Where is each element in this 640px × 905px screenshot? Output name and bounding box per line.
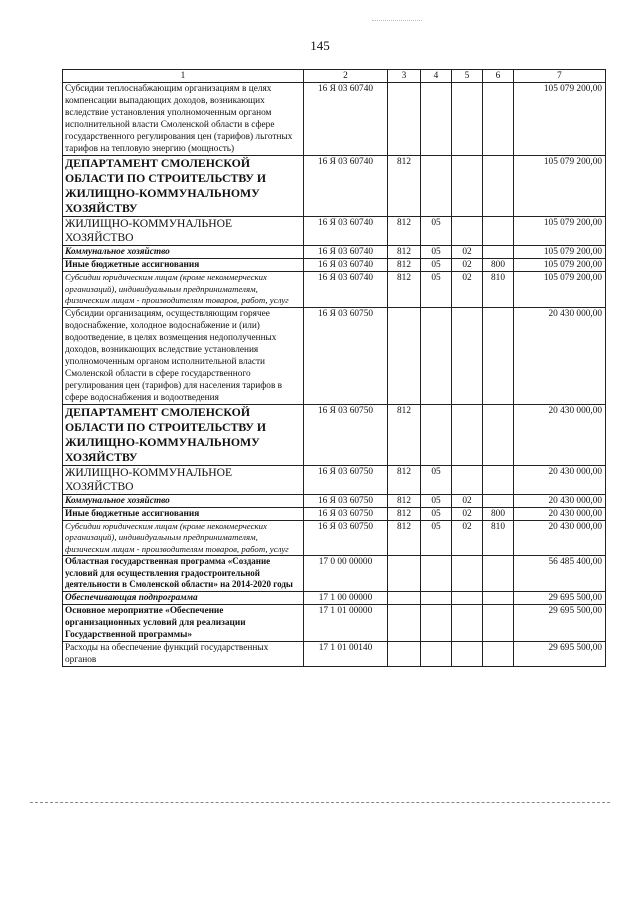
subsection-cell	[452, 641, 483, 666]
row-name-cell: ЖИЛИЩНО-КОММУНАЛЬНОЕ ХОЗЯЙСТВО	[63, 465, 304, 494]
subsection-cell: 02	[452, 520, 483, 556]
amount-cell: 29 695 500,00	[514, 604, 606, 641]
row-name-cell: Субсидии теплоснабжающим организациям в целях компенсации выпадающих доходов, возникающих вследствие установления уполномоченным органом исполнительной власти Смоленской области в сфере государственного регулирования цен (тарифов) льготных тарифов на тепловую энергию (мощность)	[63, 83, 304, 156]
table-row	[63, 641, 606, 666]
row-name-cell: Субсидии юридическим лицам (кроме некоммерческих организаций), индивидуальным предпринимателям, физическим лицам - производителям товаров, работ, услуг	[63, 520, 304, 556]
amount-cell: 20 430 000,00	[514, 307, 606, 404]
table-row	[63, 494, 606, 507]
row-name-cell: Основное мероприятие «Обеспечение организационных условий для реализации Государственной программы»	[63, 604, 304, 641]
ministry-code-cell: 812	[388, 404, 421, 465]
subsection-cell: 02	[452, 246, 483, 259]
target-article-cell: 16 Я 03 60750	[304, 507, 388, 520]
table-row	[63, 591, 606, 604]
ministry-code-cell: 812	[388, 494, 421, 507]
target-article-cell: 16 Я 03 60750	[304, 494, 388, 507]
row-name-cell: Областная государственная программа «Создание условий для осуществления градостроительной деятельности в Смоленской области» на 2014-2020 годы	[63, 556, 304, 592]
expense-type-cell: 800	[483, 507, 514, 520]
section-cell	[421, 591, 452, 604]
row-name-cell: Обеспечивающая подпрограмма	[63, 591, 304, 604]
target-article-cell: 16 Я 03 60740	[304, 259, 388, 272]
table-row	[63, 404, 606, 465]
amount-cell: 56 485 400,00	[514, 556, 606, 592]
target-article-cell: 17 1 01 00000	[304, 604, 388, 641]
expense-type-cell	[483, 494, 514, 507]
table-row	[63, 556, 606, 592]
section-cell	[421, 604, 452, 641]
amount-cell: 29 695 500,00	[514, 591, 606, 604]
expense-type-cell	[483, 83, 514, 156]
row-name-cell: Коммунальное хозяйство	[63, 494, 304, 507]
section-cell	[421, 156, 452, 217]
table-row	[63, 156, 606, 217]
target-article-cell: 17 1 01 00140	[304, 641, 388, 666]
ministry-code-cell	[388, 556, 421, 592]
subsection-cell	[452, 404, 483, 465]
row-name-cell: Субсидии организациям, осуществляющим горячее водоснабжение, холодное водоснабжение и (или) водоотведение, в целях возмещения недополученных доходов, возникающих вследствие установления уполномоченным органом исполнительной власти Смоленской области в сфере государственного регулирования цен (тарифов) для населения тарифов в сфере водоснабжения и водоотведения	[63, 307, 304, 404]
header-cell: 5	[452, 70, 483, 83]
amount-cell: 105 079 200,00	[514, 217, 606, 246]
header-cell: 4	[421, 70, 452, 83]
row-name-cell: ДЕПАРТАМЕНТ СМОЛЕНСКОЙ ОБЛАСТИ ПО СТРОИТЕЛЬСТВУ И ЖИЛИЩНО-КОММУНАЛЬНОМУ ХОЗЯЙСТВУ	[63, 404, 304, 465]
row-name-cell: ДЕПАРТАМЕНТ СМОЛЕНСКОЙ ОБЛАСТИ ПО СТРОИТЕЛЬСТВУ И ЖИЛИЩНО-КОММУНАЛЬНОМУ ХОЗЯЙСТВУ	[63, 156, 304, 217]
table-row	[63, 604, 606, 641]
header-cell: 6	[483, 70, 514, 83]
section-cell: 05	[421, 465, 452, 494]
subsection-cell	[452, 604, 483, 641]
section-cell: 05	[421, 272, 452, 308]
header-cell: 3	[388, 70, 421, 83]
ministry-code-cell: 812	[388, 520, 421, 556]
table-row	[63, 272, 606, 308]
section-cell: 05	[421, 494, 452, 507]
expense-type-cell	[483, 641, 514, 666]
amount-cell: 20 430 000,00	[514, 507, 606, 520]
subsection-cell	[452, 591, 483, 604]
expense-type-cell	[483, 307, 514, 404]
header-cell: 2	[304, 70, 388, 83]
amount-cell: 20 430 000,00	[514, 520, 606, 556]
ministry-code-cell: 812	[388, 217, 421, 246]
ministry-code-cell: 812	[388, 246, 421, 259]
amount-cell: 105 079 200,00	[514, 246, 606, 259]
expense-type-cell	[483, 604, 514, 641]
target-article-cell: 16 Я 03 60740	[304, 217, 388, 246]
subsection-cell	[452, 307, 483, 404]
section-cell: 05	[421, 507, 452, 520]
amount-cell: 105 079 200,00	[514, 83, 606, 156]
ministry-code-cell	[388, 307, 421, 404]
table-row	[63, 217, 606, 246]
ministry-code-cell	[388, 604, 421, 641]
expense-type-cell: 810	[483, 520, 514, 556]
header-cell: 1	[63, 70, 304, 83]
page-number: 145	[310, 38, 330, 53]
target-article-cell: 16 Я 03 60740	[304, 272, 388, 308]
expense-type-cell	[483, 246, 514, 259]
amount-cell: 105 079 200,00	[514, 259, 606, 272]
subsection-cell: 02	[452, 272, 483, 308]
amount-cell: 105 079 200,00	[514, 272, 606, 308]
section-cell: 05	[421, 520, 452, 556]
header-row	[63, 70, 606, 83]
subsection-cell	[452, 83, 483, 156]
subsection-cell: 02	[452, 507, 483, 520]
ministry-code-cell: 812	[388, 156, 421, 217]
budget-table	[62, 69, 606, 667]
target-article-cell: 17 1 00 00000	[304, 591, 388, 604]
expense-type-cell: 810	[483, 272, 514, 308]
ministry-code-cell: 812	[388, 465, 421, 494]
subsection-cell	[452, 465, 483, 494]
row-name-cell: Коммунальное хозяйство	[63, 246, 304, 259]
expense-type-cell	[483, 156, 514, 217]
header-cell: 7	[514, 70, 606, 83]
target-article-cell: 16 Я 03 60750	[304, 520, 388, 556]
amount-cell: 20 430 000,00	[514, 494, 606, 507]
ministry-code-cell	[388, 591, 421, 604]
table-row	[63, 246, 606, 259]
target-article-cell: 17 0 00 00000	[304, 556, 388, 592]
expense-type-cell	[483, 591, 514, 604]
target-article-cell: 16 Я 03 60740	[304, 83, 388, 156]
row-name-cell: Иные бюджетные ассигнования	[63, 507, 304, 520]
target-article-cell: 16 Я 03 60750	[304, 307, 388, 404]
row-name-cell: ЖИЛИЩНО-КОММУНАЛЬНОЕ ХОЗЯЙСТВО	[63, 217, 304, 246]
ministry-code-cell: 812	[388, 259, 421, 272]
section-cell	[421, 641, 452, 666]
target-article-cell: 16 Я 03 60740	[304, 156, 388, 217]
table-row	[63, 507, 606, 520]
expense-type-cell: 800	[483, 259, 514, 272]
row-name-cell: Иные бюджетные ассигнования	[63, 259, 304, 272]
expense-type-cell	[483, 465, 514, 494]
table-row	[63, 83, 606, 156]
section-cell: 05	[421, 259, 452, 272]
row-name-cell: Субсидии юридическим лицам (кроме некоммерческих организаций), индивидуальным предпринимателям, физическим лицам - производителям товаров, работ, услуг	[63, 272, 304, 308]
amount-cell: 20 430 000,00	[514, 465, 606, 494]
row-name-cell: Расходы на обеспечение функций государственных органов	[63, 641, 304, 666]
table-row	[63, 465, 606, 494]
section-cell	[421, 404, 452, 465]
page-cut-line	[30, 802, 610, 803]
subsection-cell	[452, 217, 483, 246]
target-article-cell: 16 Я 03 60750	[304, 465, 388, 494]
amount-cell: 105 079 200,00	[514, 156, 606, 217]
section-cell: 05	[421, 246, 452, 259]
ministry-code-cell	[388, 641, 421, 666]
subsection-cell	[452, 156, 483, 217]
section-cell	[421, 83, 452, 156]
expense-type-cell	[483, 556, 514, 592]
target-article-cell: 16 Я 03 60750	[304, 404, 388, 465]
subsection-cell	[452, 556, 483, 592]
section-cell	[421, 556, 452, 592]
scan-artifact	[372, 20, 422, 21]
table-row	[63, 307, 606, 404]
ministry-code-cell: 812	[388, 272, 421, 308]
table-row	[63, 259, 606, 272]
subsection-cell: 02	[452, 259, 483, 272]
expense-type-cell	[483, 217, 514, 246]
section-cell: 05	[421, 217, 452, 246]
expense-type-cell	[483, 404, 514, 465]
target-article-cell: 16 Я 03 60740	[304, 246, 388, 259]
subsection-cell: 02	[452, 494, 483, 507]
section-cell	[421, 307, 452, 404]
ministry-code-cell: 812	[388, 507, 421, 520]
amount-cell: 29 695 500,00	[514, 641, 606, 666]
ministry-code-cell	[388, 83, 421, 156]
amount-cell: 20 430 000,00	[514, 404, 606, 465]
table-row	[63, 520, 606, 556]
